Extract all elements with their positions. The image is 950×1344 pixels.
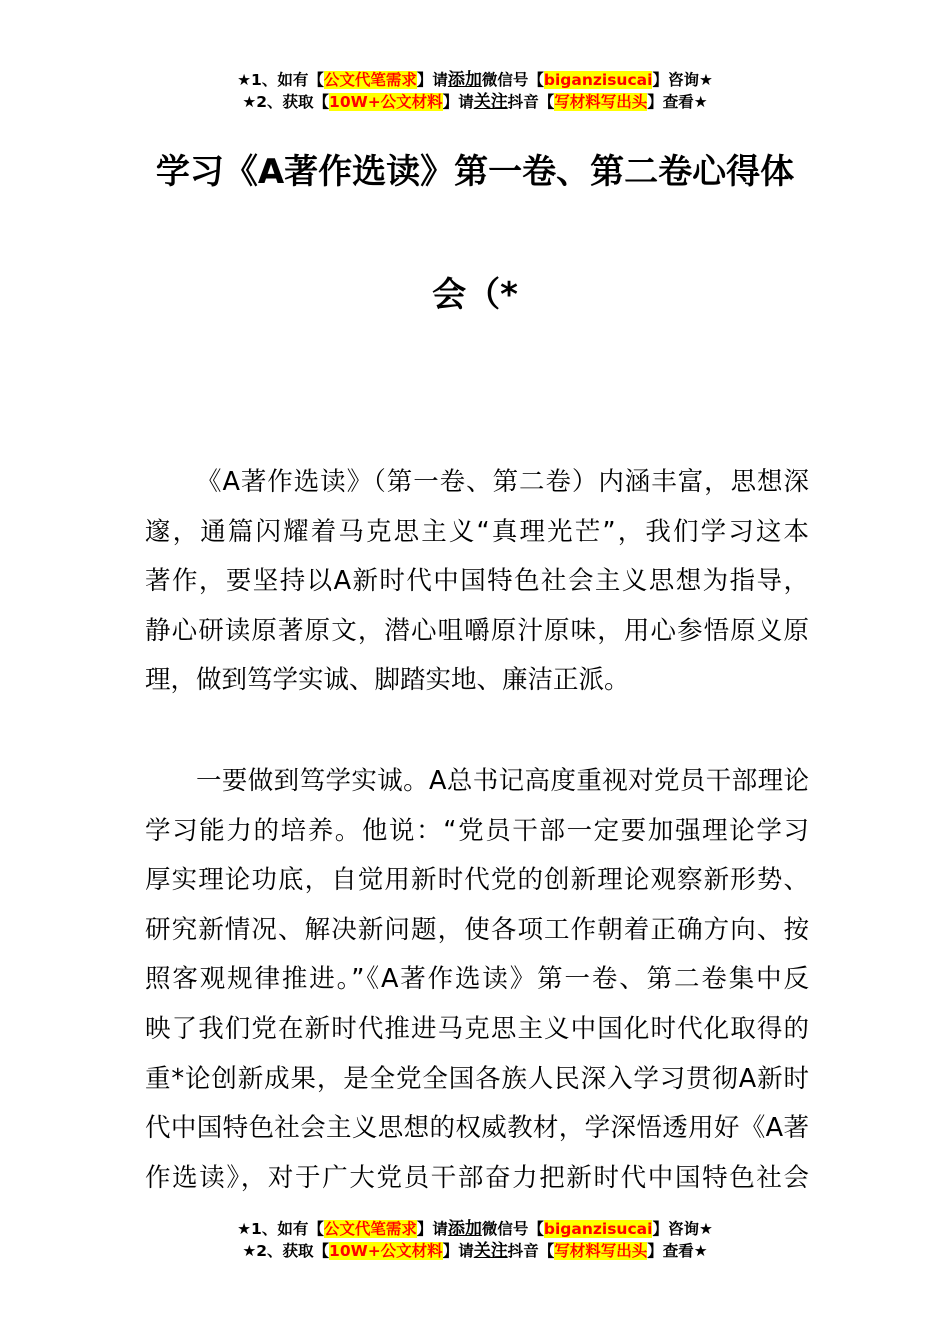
banner-highlight: 写材料写出头 [554,93,648,111]
header-banner-line-2 [0,91,950,113]
document-title-line-2: 会（* [432,275,518,315]
header-banner-line-1 [0,69,950,91]
banner-highlight: 公文代笔需求 [323,1220,417,1238]
header-banner [0,69,950,113]
banner-underline: 添加 [447,1219,482,1239]
footer-banner-line-2 [0,1240,950,1262]
text-line: 作选读》，对于广大党员干部奋力把新时代中国特色社会 [145,1162,809,1193]
banner-text: ★1、如有【 [237,71,324,89]
text-line: 代中国特色社会主义思想的权威教材，学深悟透用好《A著 [145,1113,809,1144]
banner-text: 微信号【 [481,71,544,89]
banner-highlight: 10W+公文材料 [329,93,443,111]
text-line: 学习能力的培养。他说：“党员干部一定要加强理论学习 [145,815,809,846]
banner-text: 】咨询★ [652,1220,713,1238]
banner-text: 】请 [416,71,448,89]
banner-text: 】请 [442,93,474,111]
banner-text: 】查看★ [647,1242,708,1260]
banner-underline: 关注 [473,1241,508,1261]
banner-highlight: biganzisucai [543,1220,653,1238]
banner-text: 】请 [416,1220,448,1238]
banner-text: 】咨询★ [652,71,713,89]
banner-text: ★1、如有【 [237,1220,324,1238]
document-title-line-1: 学习《A著作选读》第一卷、第二卷心得体 [155,152,795,192]
text-line: 理，做到笃学实诚、脚踏实地、廉洁正派。 [145,665,630,696]
banner-highlight: 公文代笔需求 [323,71,417,89]
text-line: 邃，通篇闪耀着马克思主义“真理光芒”，我们学习这本 [145,516,809,547]
footer-banner [0,1218,950,1262]
text-line: 静心研读原著原文，潜心咀嚼原汁原味，用心参悟原义原 [145,615,809,646]
text-line: 研究新情况、解决新问题，使各项工作朝着正确方向、按 [145,914,809,945]
text-line: 映了我们党在新时代推进马克思主义中国化时代化取得的 [145,1013,809,1044]
text-line: 著作，要坚持以A新时代中国特色社会主义思想为指导， [145,566,809,597]
banner-highlight: biganzisucai [543,71,653,89]
text-line: 重*论创新成果，是全党全国各族人民深入学习贯彻A新时 [145,1063,809,1094]
text-line: 《A著作选读》（第一卷、第二卷）内涵丰富，思想深 [196,467,809,497]
text-line: 一要做到笃学实诚。A总书记高度重视对党员干部理论 [196,766,809,796]
banner-text: 微信号【 [481,1220,544,1238]
banner-text: 抖音【 [507,93,555,111]
banner-text: ★2、获取【 [242,93,330,111]
banner-text: 】查看★ [647,93,708,111]
banner-text: 抖音【 [507,1242,555,1260]
footer-banner-line-1 [0,1218,950,1240]
banner-highlight: 10W+公文材料 [329,1242,443,1260]
banner-highlight: 写材料写出头 [554,1242,648,1260]
banner-underline: 关注 [473,92,508,112]
banner-text: 】请 [442,1242,474,1260]
banner-text: ★2、获取【 [242,1242,330,1260]
text-line: 厚实理论功底，自觉用新时代党的创新理论观察新形势、 [145,865,809,896]
paragraph-1 [145,458,809,706]
text-line: 照客观规律推进。”《A著作选读》第一卷、第二卷集中反 [145,964,809,995]
banner-underline: 添加 [447,70,482,90]
paragraph-2 [145,757,809,1203]
